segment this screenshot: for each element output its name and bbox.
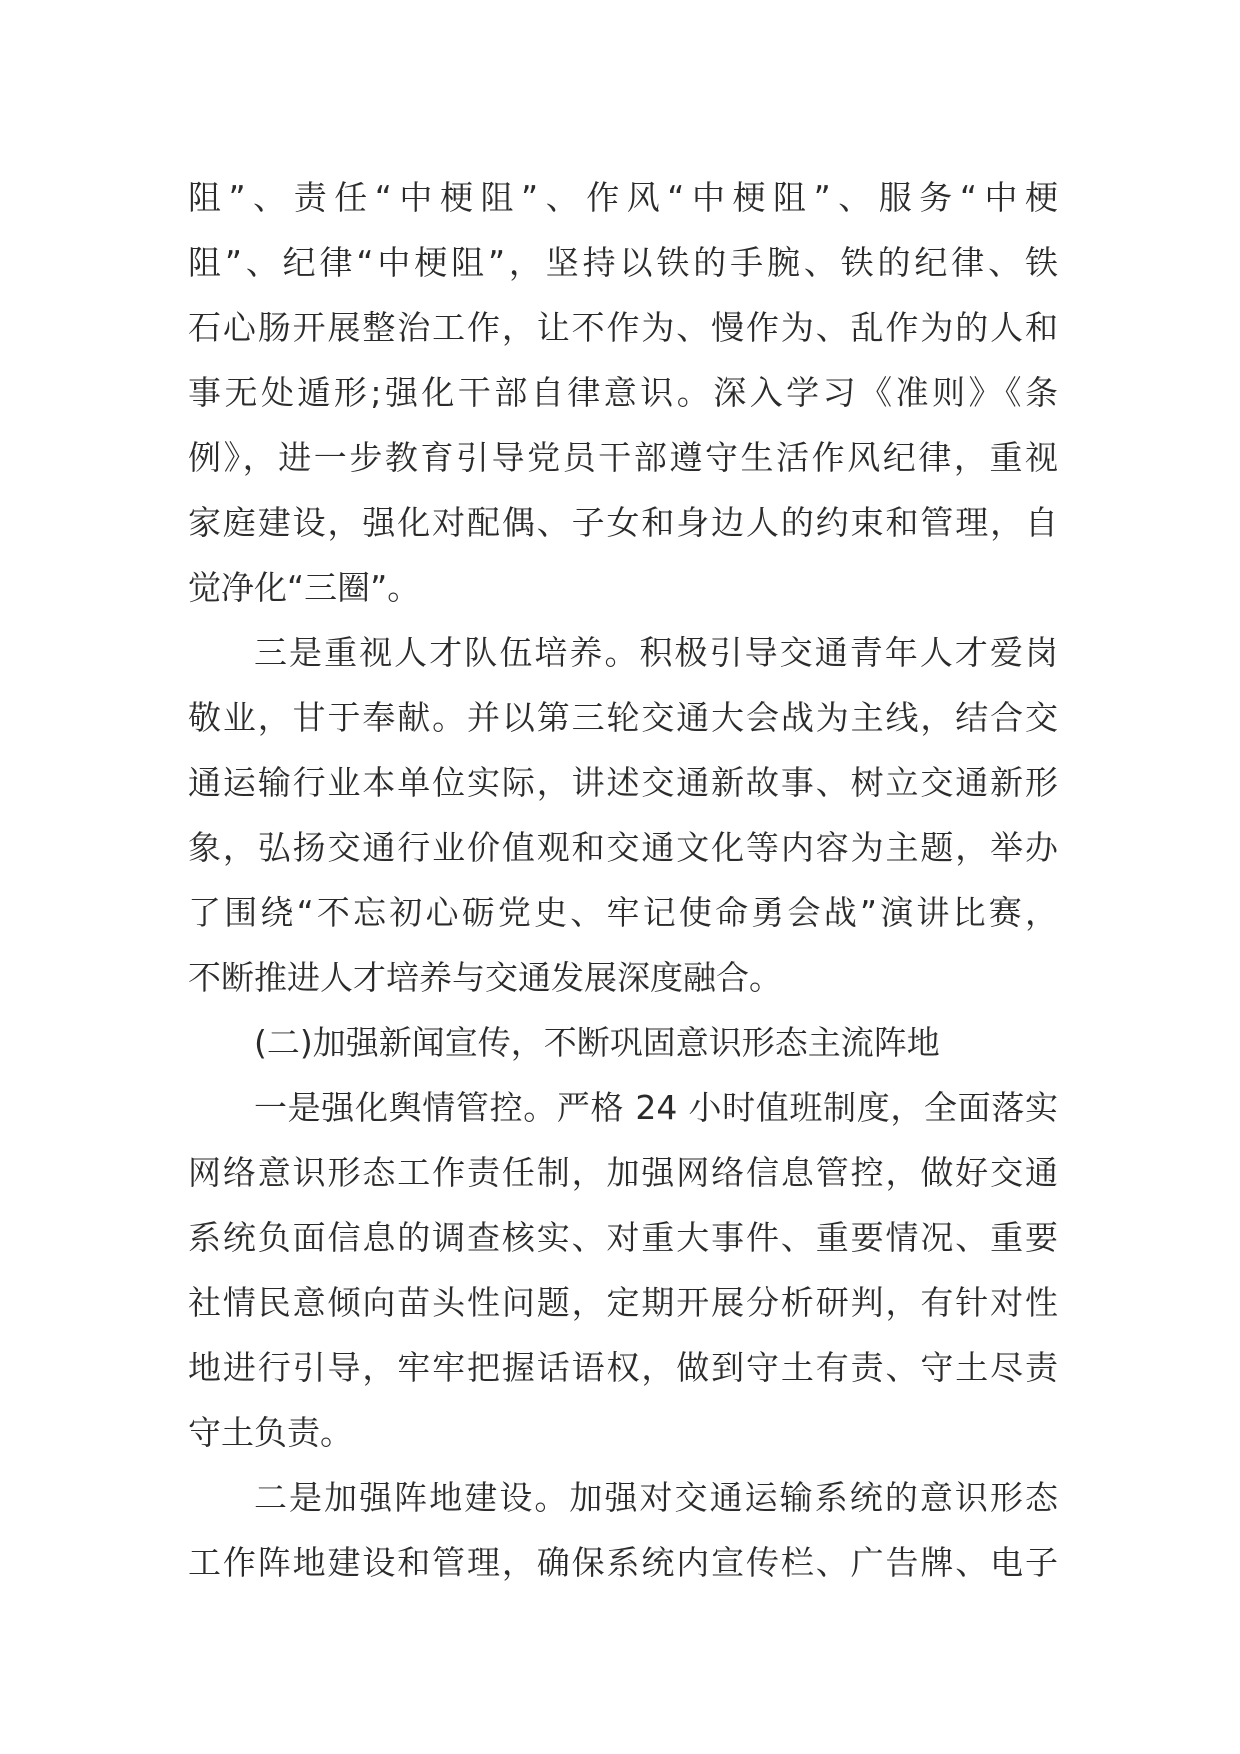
text-line: 敬业，甘于奉献。并以第三轮交通大会战为主线，结合交 [188,698,1058,737]
text-line: 守土负责。 [188,1413,353,1452]
text-line: 石心肠开展整治工作，让不作为、慢作为、乱作为的人和 [188,308,1058,347]
text-line: 了围绕“不忘初心砺党史、牢记使命勇会战”演讲比赛， [188,893,1058,932]
text-line: 系统负面信息的调查核实、对重大事件、重要情况、重要 [188,1218,1058,1257]
text-line: 社情民意倾向苗头性问题，定期开展分析研判，有针对性 [188,1283,1058,1322]
text-line: 地进行引导，牢牢把握话语权，做到守土有责、守土尽责 [188,1348,1058,1387]
text-line: 网络意识形态工作责任制，加强网络信息管控，做好交通 [188,1153,1058,1192]
text-line: 二是加强阵地建设。加强对交通运输系统的意识形态 [254,1478,1058,1517]
text-line: 阻”、纪律“中梗阻”，坚持以铁的手腕、铁的纪律、铁 [188,243,1058,282]
text-line: 家庭建设，强化对配偶、子女和身边人的约束和管理，自 [188,503,1058,542]
text-line: 例》，进一步教育引导党员干部遵守生活作风纪律，重视 [188,438,1058,477]
section-heading: (二)加强新闻宣传，不断巩固意识形态主流阵地 [254,1023,940,1062]
text-line: 通运输行业本单位实际，讲述交通新故事、树立交通新形 [188,763,1058,802]
text-line: 工作阵地建设和管理，确保系统内宣传栏、广告牌、电子 [188,1543,1058,1582]
text-line: 觉净化“三圈”。 [188,568,421,607]
text-line: 象，弘扬交通行业价值观和交通文化等内容为主题，举办 [188,828,1058,867]
text-line: 事无处遁形;强化干部自律意识。深入学习《准则》《条 [188,373,1058,412]
text-line: 一是强化舆情管控。严格 24 小时值班制度，全面落实 [254,1088,1058,1127]
text-line: 三是重视人才队伍培养。积极引导交通青年人才爱岗 [254,633,1058,672]
text-line: 不断推进人才培养与交通发展深度融合。 [188,958,782,997]
document-body [188,165,1058,1595]
text-line: 阻”、责任“中梗阻”、作风“中梗阻”、服务“中梗 [188,178,1058,217]
